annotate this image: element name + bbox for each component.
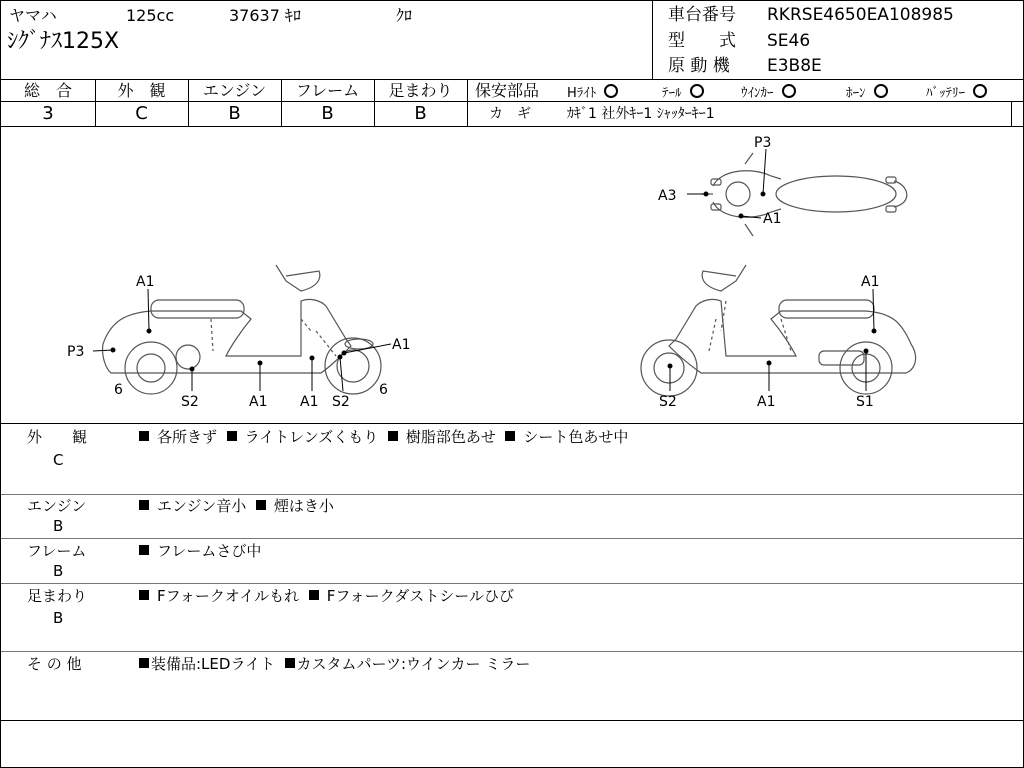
- diagram-label: A1: [757, 394, 776, 410]
- remark-item: エンジン音小: [157, 497, 247, 515]
- rating-header-suspension: 足まわり: [388, 81, 453, 100]
- ok-mark-icon: [604, 84, 618, 98]
- safety-item-label: Hﾗｲﾄ: [567, 86, 597, 101]
- bullet-icon: [256, 500, 266, 510]
- rating-appearance: C: [135, 103, 148, 124]
- type-value: SE46: [767, 31, 811, 51]
- remark-items-frame: [139, 544, 261, 559]
- divider: [1, 583, 1023, 584]
- color: ｸﾛ: [396, 6, 413, 25]
- ok-mark-icon: [782, 84, 796, 98]
- damage-diagram: [1, 127, 1023, 423]
- engine-label: 原 動 機: [668, 56, 730, 76]
- diagram-label: A1: [136, 274, 155, 290]
- type-label: 型 式: [668, 31, 736, 51]
- scooter-top-view: [701, 153, 907, 236]
- rating-overall: 3: [42, 103, 54, 124]
- maker: ヤマハ: [9, 6, 57, 25]
- ok-mark-icon: [874, 84, 888, 98]
- safety-item-label: ｳｲﾝｶｰ: [741, 86, 774, 101]
- safety-label: 保安部品: [475, 81, 540, 100]
- bullet-icon: [139, 500, 149, 510]
- diagram-label: A3: [658, 188, 677, 204]
- rating-header-engine: エンジン: [202, 81, 267, 100]
- diagram-label: 6: [379, 382, 388, 398]
- diagram-label: A1: [249, 394, 268, 410]
- chassis-value: RKRSE4650EA108985: [767, 5, 954, 25]
- divider: [1, 79, 1023, 80]
- engine-value: E3B8E: [767, 56, 822, 76]
- rating-header-frame: フレーム: [295, 81, 360, 100]
- remark-item: 煙はき小: [273, 497, 334, 515]
- diagram-label: P3: [67, 344, 85, 360]
- remark-item: カスタムパーツ:ウインカー ミラー: [296, 655, 531, 673]
- diagram-label: A1: [763, 211, 782, 227]
- rating-header-appearance: 外 観: [117, 81, 166, 100]
- remark-label-other: そ の 他: [27, 655, 82, 673]
- key-label: カ ギ: [489, 106, 531, 122]
- chassis-label: 車台番号: [668, 5, 736, 25]
- diagram-label: S2: [332, 394, 350, 410]
- ok-mark-icon: [690, 84, 704, 98]
- divider: [1, 494, 1023, 495]
- diagram-label: 6: [114, 382, 123, 398]
- bullet-icon: [139, 545, 149, 555]
- rating-header-overall: 総 合: [23, 81, 72, 100]
- remark-item: Fフォークオイルもれ: [157, 587, 300, 605]
- bullet-icon: [309, 590, 319, 600]
- col-divider: [467, 79, 468, 126]
- remark-items-other: [139, 657, 530, 672]
- divider: [1, 538, 1023, 539]
- remark-item: シート色あせ中: [523, 428, 629, 446]
- safety-item-taillight: [662, 84, 704, 100]
- rating-suspension: B: [414, 103, 427, 124]
- remark-grade-appearance: C: [53, 451, 64, 469]
- divider: [1, 423, 1023, 424]
- diagram-label: P3: [754, 135, 772, 151]
- rating-frame: B: [321, 103, 334, 124]
- diagram-label: A1: [861, 274, 880, 290]
- diagram-label: S1: [856, 394, 874, 410]
- diagram-label: A1: [300, 394, 319, 410]
- diagram-label: S2: [659, 394, 677, 410]
- diagram-label: A1: [392, 337, 411, 353]
- remark-item: 装備品:LEDライト: [151, 655, 275, 673]
- safety-item-horn: [846, 84, 888, 100]
- bullet-icon: [227, 431, 237, 441]
- bullet-icon: [505, 431, 515, 441]
- displacement: 125cc: [126, 6, 175, 25]
- col-divider: [1011, 101, 1012, 126]
- bullet-icon: [139, 658, 149, 668]
- divider: [1, 651, 1023, 652]
- remark-item: 各所きず: [157, 428, 218, 446]
- safety-item-battery: [926, 84, 987, 100]
- remark-grade-engine: B: [53, 517, 64, 535]
- bullet-icon: [139, 431, 149, 441]
- bullet-icon: [285, 658, 295, 668]
- model-name: ｼｸﾞﾅｽ125X: [7, 29, 120, 54]
- divider: [467, 101, 1023, 102]
- remark-item: 樹脂部色あせ: [405, 428, 496, 446]
- safety-item-label: ﾎｰﾝ: [846, 86, 866, 101]
- ok-mark-icon: [973, 84, 987, 98]
- divider: [1, 101, 467, 102]
- header-divider: [652, 1, 653, 79]
- remark-item: ライトレンズくもり: [244, 428, 379, 446]
- remark-items-engine: [139, 499, 334, 514]
- remark-items-suspension: [139, 589, 514, 604]
- remark-items-appearance: [139, 430, 628, 445]
- remark-item: フレームさび中: [157, 542, 262, 560]
- remark-label-frame: フレーム: [27, 542, 87, 560]
- remark-label-suspension: 足まわり: [27, 587, 88, 605]
- safety-item-winker: [741, 84, 796, 100]
- mileage: 37637 ｷﾛ: [229, 6, 301, 25]
- safety-item-headlight: [567, 84, 618, 100]
- divider: [1, 720, 1023, 721]
- safety-item-label: ﾃｰﾙ: [662, 86, 682, 101]
- bullet-icon: [388, 431, 398, 441]
- diagram-label: S2: [181, 394, 199, 410]
- bullet-icon: [139, 590, 149, 600]
- key-value: ｶｷﾞ1 社外ｷｰ1 ｼｬｯﾀｰｷｰ1: [567, 106, 715, 122]
- rating-engine: B: [228, 103, 241, 124]
- remark-label-engine: エンジン: [27, 497, 87, 515]
- remark-item: Fフォークダストシールひび: [326, 587, 514, 605]
- remark-grade-frame: B: [53, 562, 64, 580]
- remark-grade-suspension: B: [53, 609, 64, 627]
- remark-label-appearance: 外 観: [27, 428, 88, 446]
- safety-item-label: ﾊﾞｯﾃﾘｰ: [926, 86, 965, 101]
